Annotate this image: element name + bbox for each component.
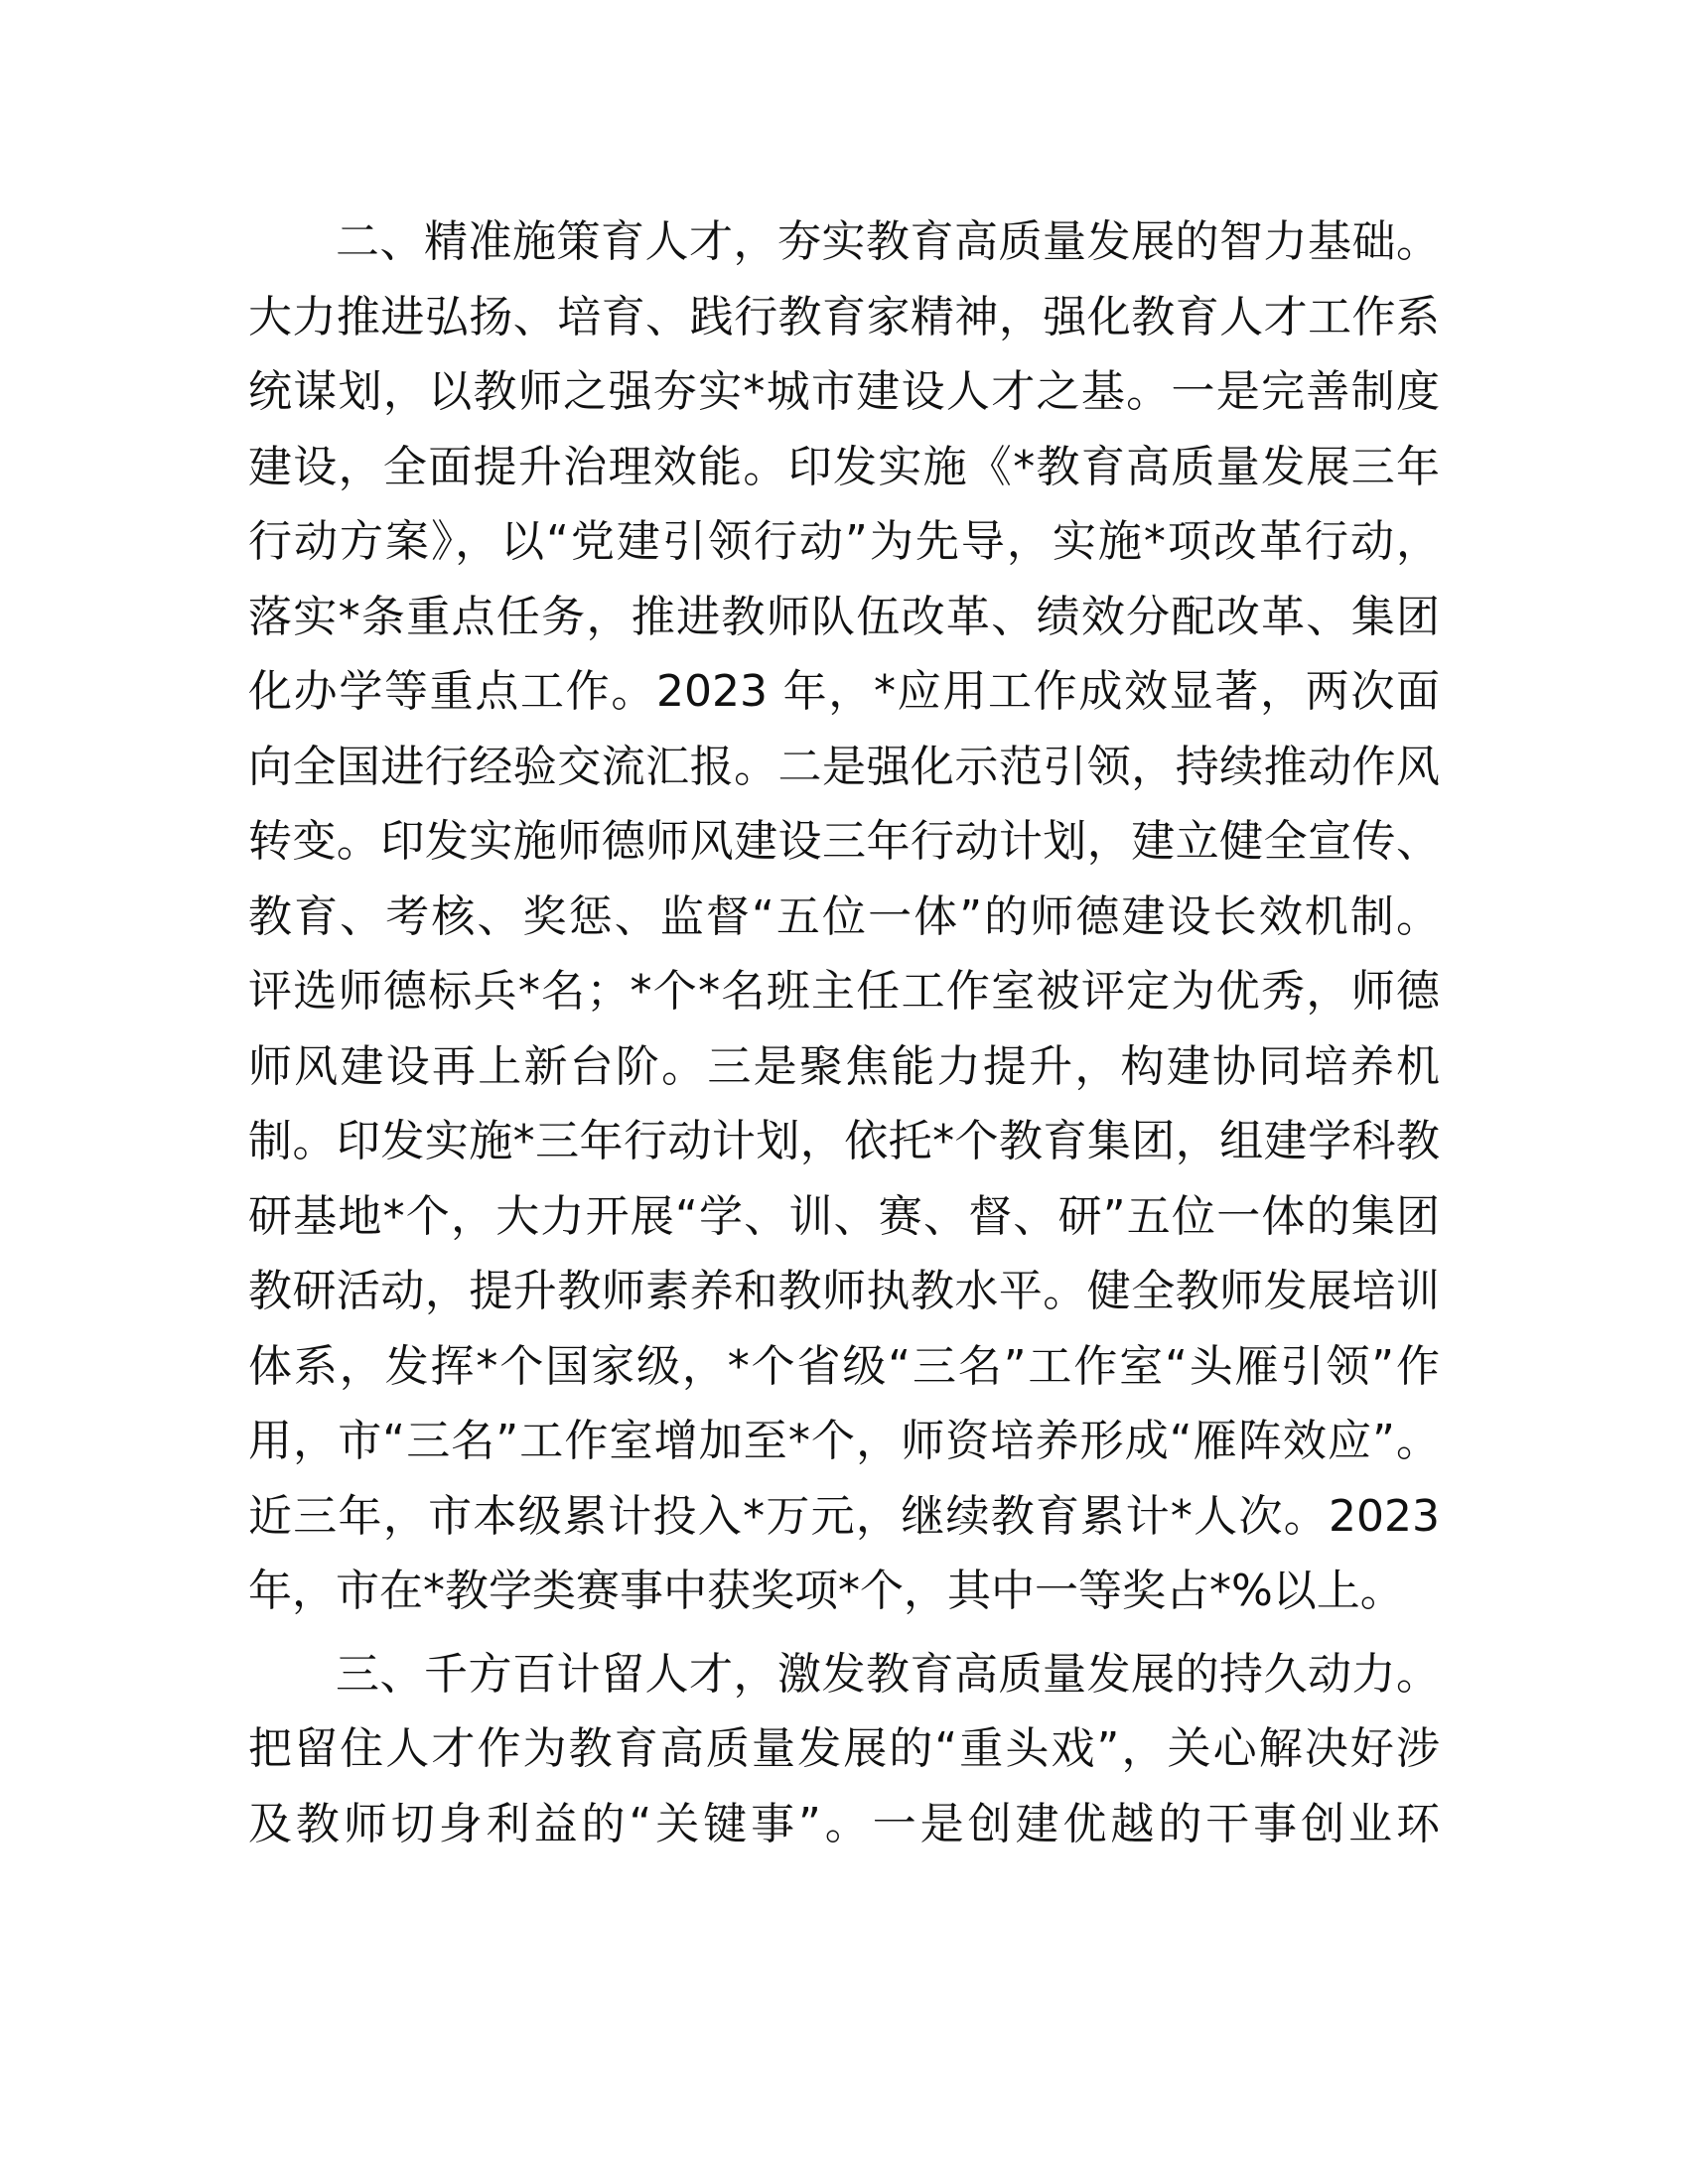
- text-line: 教育、考核、奖惩、监督“五位一体”的师德建设长效机制。: [248, 890, 1440, 942]
- text-line: 体系，发挥*个国家级，*个省级“三名”工作室“头雁引领”作: [248, 1340, 1440, 1392]
- text-line: 建设，全面提升治理效能。印发实施《*教育高质量发展三年: [248, 441, 1440, 492]
- text-line: 用，市“三名”工作室增加至*个，师资培养形成“雁阵效应”。: [248, 1416, 1440, 1466]
- text-line: 教研活动，提升教师素养和教师执教水平。健全教师发展培训: [248, 1266, 1440, 1316]
- paragraph-2: [248, 205, 1440, 1629]
- text-line: 研基地*个，大力开展“学、训、赛、督、研”五位一体的集团: [248, 1190, 1440, 1242]
- text-line: 三、千方百计留人才，激发教育高质量发展的持久动力。: [336, 1648, 1440, 1700]
- text-line: 大力推进弘扬、培育、践行教育家精神，强化教育人才工作系: [248, 291, 1440, 342]
- text-line: 近三年，市本级累计投入*万元，继续教育累计*人次。2023: [248, 1490, 1440, 1542]
- text-line: 统谋划，以教师之强夯实*城市建设人才之基。一是完善制度: [248, 366, 1440, 417]
- paragraph-3: [248, 1637, 1440, 1862]
- text-line: 年，市在*教学类赛事中获奖项*个，其中一等奖占*%以上。: [248, 1566, 1404, 1616]
- text-line: 及教师切身利益的“关键事”。一是创建优越的干事创业环: [248, 1798, 1440, 1849]
- text-line: 落实*条重点任务，推进教师队伍改革、绩效分配改革、集团: [248, 591, 1440, 642]
- text-line: 把留住人才作为教育高质量发展的“重头戏”，关心解决好涉: [248, 1723, 1440, 1774]
- text-line: 向全国进行经验交流汇报。二是强化示范引领，持续推动作风: [248, 741, 1440, 792]
- text-line: 制。印发实施*三年行动计划，依托*个教育集团，组建学科教: [248, 1116, 1440, 1166]
- text-line: 转变。印发实施师德师风建设三年行动计划，建立健全宣传、: [248, 816, 1440, 867]
- text-line: 化办学等重点工作。2023 年，*应用工作成效显著，两次面: [248, 666, 1440, 717]
- text-line: 评选师德标兵*名；*个*名班主任工作室被评定为优秀，师德: [248, 966, 1440, 1017]
- text-line: 行动方案》，以“党建引领行动”为先导，实施*项改革行动，: [248, 516, 1440, 567]
- body-text: [248, 205, 1440, 1861]
- paragraph-spacer: [248, 1629, 1440, 1637]
- text-line: 师风建设再上新台阶。三是聚焦能力提升，构建协同培养机: [248, 1040, 1440, 1092]
- text-line: 二、精准施策育人才，夯实教育高质量发展的智力基础。: [336, 216, 1440, 267]
